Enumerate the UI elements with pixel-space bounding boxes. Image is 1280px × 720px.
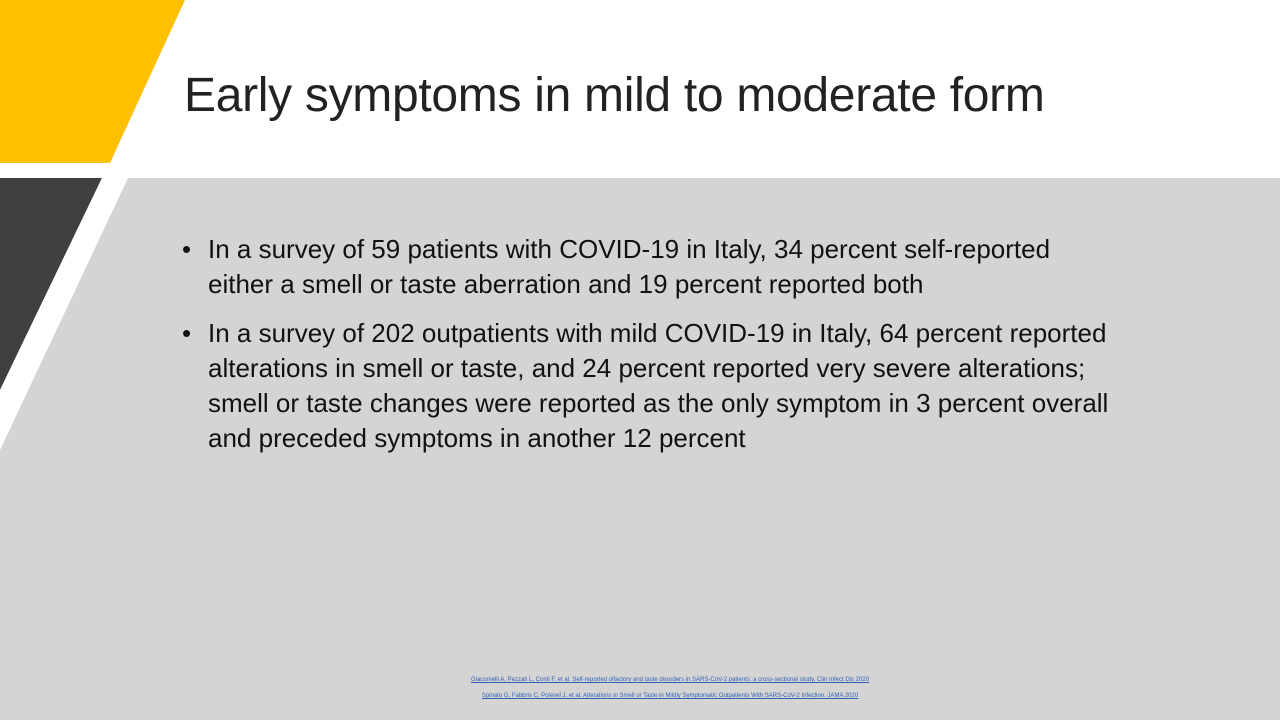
- bullet-item: [182, 232, 1112, 302]
- decorative-chevron: [0, 0, 200, 460]
- bullet-marker: •: [182, 234, 192, 264]
- reference-link[interactable]: Giacomelli A, Pezzati L, Conti F, et al. Self-reported olfactory and taste disorders in SARS-CoV-2 patients: a cross-sectional study. Clin Infect Dis 2020: [470, 677, 870, 683]
- slide-title: Early symptoms in mild to moderate form: [184, 69, 1045, 122]
- yellow-stripe: [0, 0, 185, 163]
- reference-link[interactable]: Spinato G, Fabbris C, Polesel J, et al. Alterations in Smell or Taste in Mildly Symptomatic Outpatients With SARS-CoV-2 Infection. JAMA 2020: [481, 693, 859, 699]
- bullet-list: [182, 232, 1112, 470]
- references: [360, 672, 980, 704]
- bullet-text: In a survey of 202 outpatients with mild COVID-19 in Italy, 64 percent reported alterations in smell or taste, and 24 percent reported very severe alterations; smell or taste changes were reported as the only symptom in 3 percent overall and preceded symptoms in another 12 percent: [208, 318, 1109, 453]
- bullet-text: In a survey of 59 patients with COVID-19 in Italy, 34 percent self-reported either a smell or taste aberration and 19 percent reported both: [208, 234, 1051, 299]
- bullet-item: [182, 316, 1112, 456]
- bullet-marker: •: [182, 318, 192, 348]
